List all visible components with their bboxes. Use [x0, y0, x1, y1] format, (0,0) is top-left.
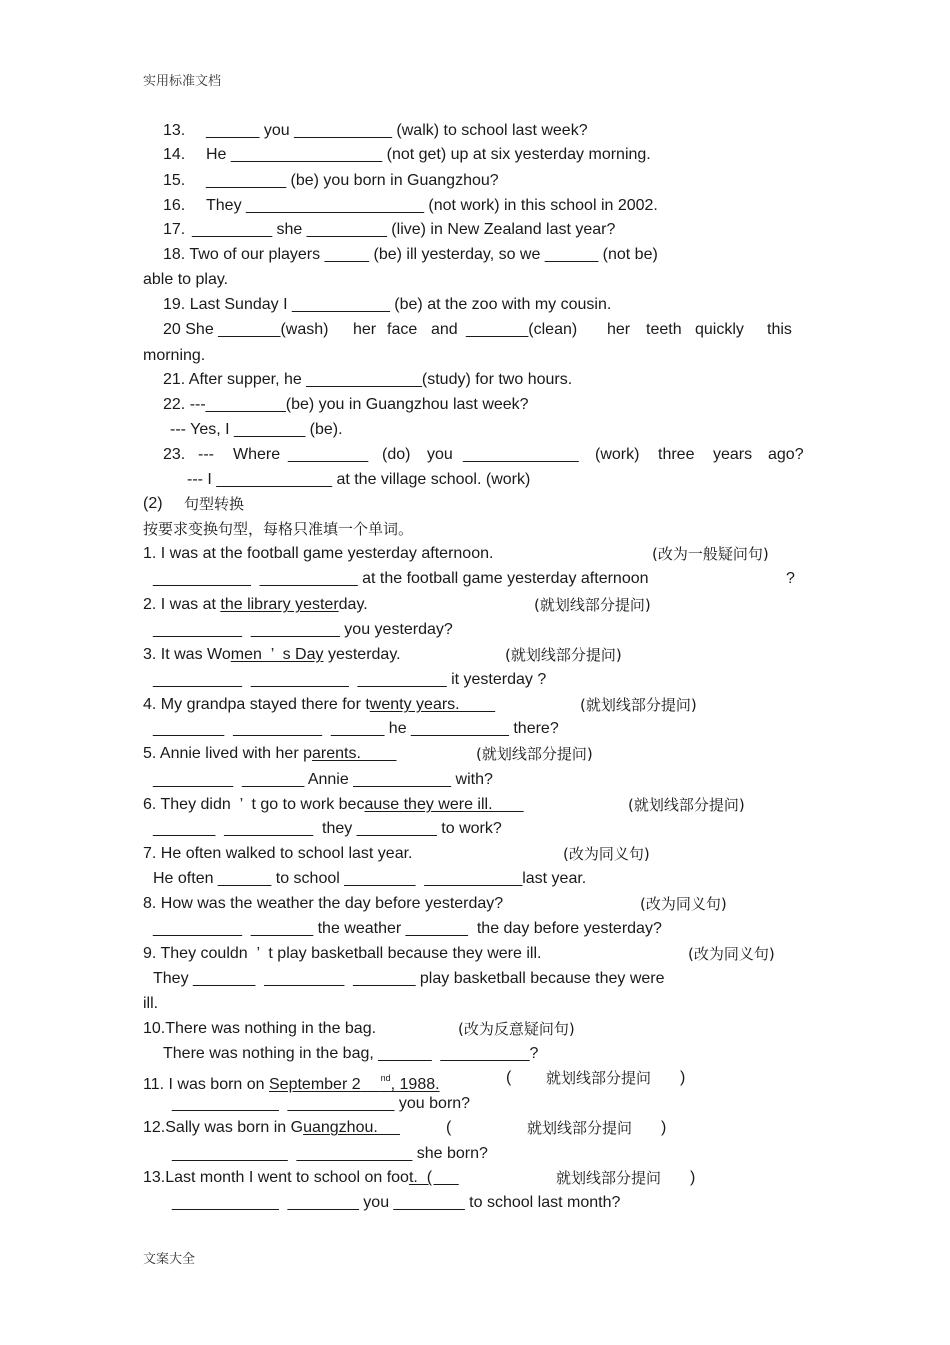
underlined-phrase: arents. [312, 745, 397, 762]
page-header: 实用标准文档 [143, 74, 222, 89]
underlined-phrase: September 2 $^{nd}$, 1988. [269, 1073, 440, 1093]
underlined-phrase: uangzhou. [303, 1119, 401, 1136]
underlined-phrase: t. ( [408, 1169, 459, 1186]
page-footer: 文案大全 [143, 1252, 196, 1267]
underlined-phrase: men ’ s Day [230, 646, 324, 663]
underlined-phrase: the library yester [220, 596, 339, 613]
underlined-phrase: ause they were ill. [364, 796, 524, 813]
underlined-phrase: wenty years. [369, 696, 496, 713]
